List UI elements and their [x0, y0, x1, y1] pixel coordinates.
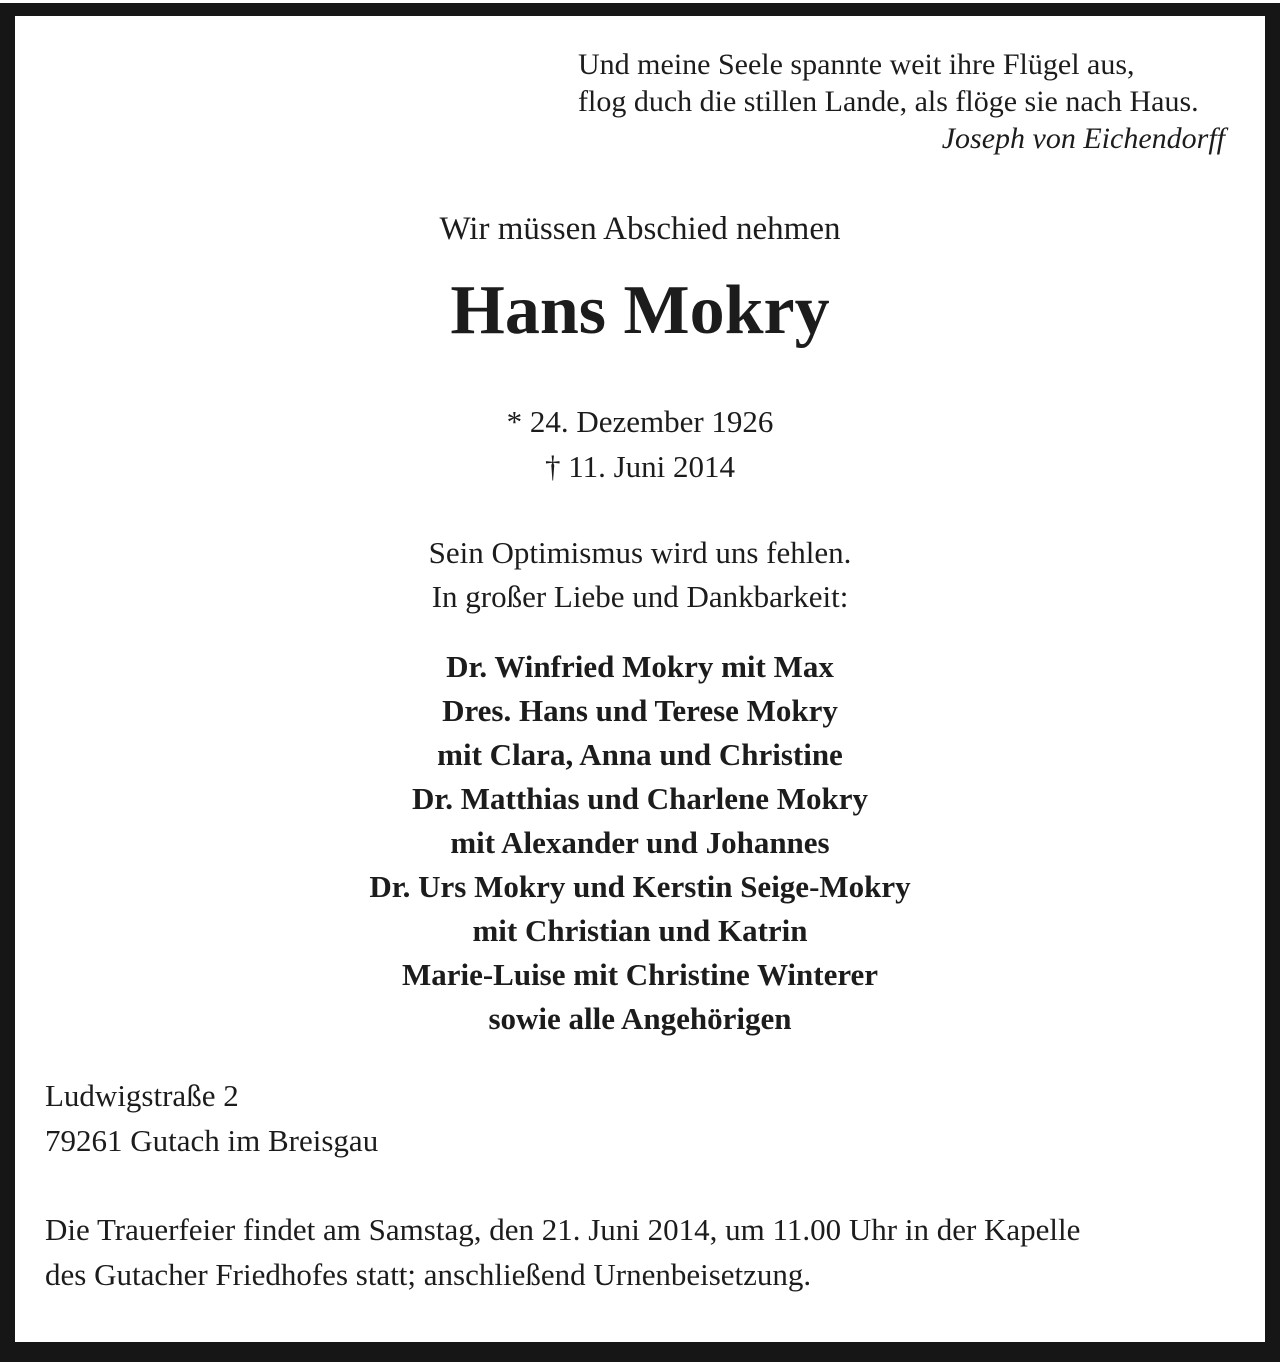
- mourner-line: Dr. Winfried Mokry mit Max: [446, 649, 834, 684]
- quote-line-1: Und meine Seele spannte weit ihre Flügel aus,: [578, 48, 1135, 81]
- intro-line: Wir müssen Abschied nehmen: [439, 211, 841, 247]
- mourner-line: mit Alexander und Johannes: [450, 825, 830, 860]
- mourner-line: mit Clara, Anna und Christine: [437, 737, 843, 772]
- quote-line-2: flog duch die stillen Lande, als flöge sie nach Haus.: [578, 85, 1199, 118]
- mourner-line: Dr. Urs Mokry und Kerstin Seige-Mokry: [369, 869, 911, 904]
- dates-block: [15, 399, 1265, 489]
- tribute-line-2: In großer Liebe und Dankbarkeit:: [431, 579, 849, 614]
- quote-block: [578, 46, 1225, 157]
- birth-date: * 24. Dezember 1926: [506, 404, 774, 439]
- quote-attribution: Joseph von Eichendorff: [941, 122, 1225, 155]
- mourner-line: mit Christian und Katrin: [472, 913, 808, 948]
- mourner-line: Marie-Luise mit Christine Winterer: [401, 957, 879, 992]
- mourners-block: [15, 645, 1265, 1041]
- deceased-name: Hans Mokry: [450, 272, 830, 349]
- death-date: † 11. Juni 2014: [544, 449, 736, 484]
- address-block: [45, 1073, 1235, 1163]
- mourner-line: Dr. Matthias und Charlene Mokry: [411, 781, 869, 816]
- tribute-block: [15, 531, 1265, 619]
- address-line-street: Ludwigstraße 2: [45, 1078, 239, 1113]
- funeral-info-line-2: des Gutacher Friedhofes statt; anschließend Urnenbeisetzung.: [45, 1257, 812, 1292]
- obituary-notice: [15, 16, 1265, 1342]
- notice-border: [0, 3, 1280, 1362]
- address-line-city: 79261 Gutach im Breisgau: [45, 1123, 379, 1158]
- mourner-line: Dres. Hans und Terese Mokry: [442, 693, 838, 728]
- funeral-info: [45, 1207, 1235, 1297]
- tribute-line-1: Sein Optimismus wird uns fehlen.: [428, 535, 852, 570]
- funeral-info-line-1: Die Trauerfeier findet am Samstag, den 21. Juni 2014, um 11.00 Uhr in der Kapelle: [45, 1212, 1081, 1247]
- mourner-line: sowie alle Angehörigen: [488, 1001, 792, 1036]
